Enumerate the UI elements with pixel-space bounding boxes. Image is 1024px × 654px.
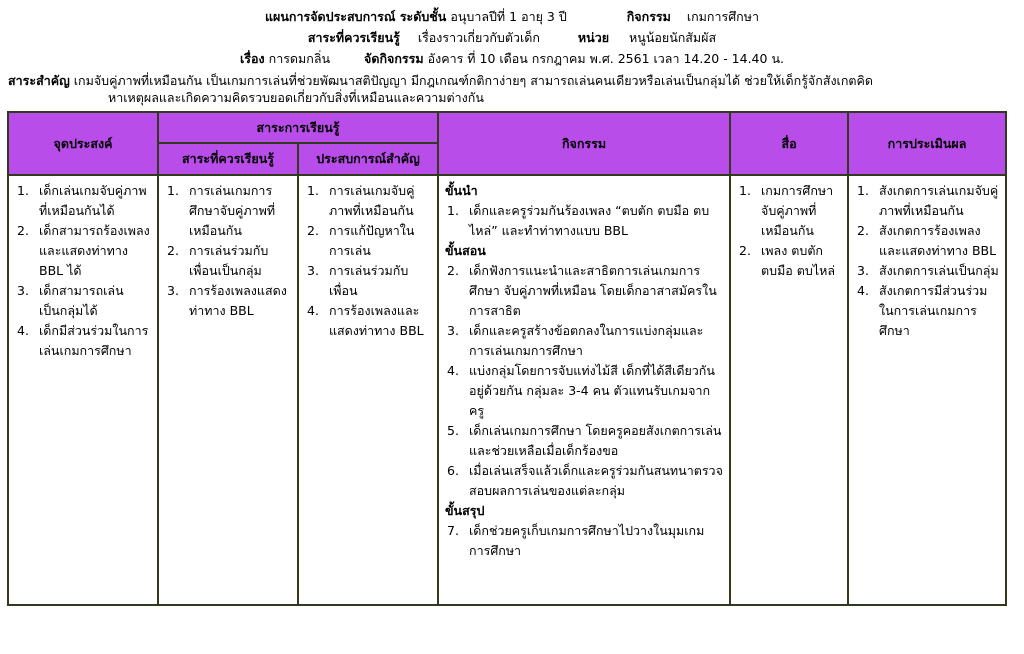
list-item: 1. การเล่นเกมการศึกษาจับคู่ภาพที่เหมือนกัน	[167, 183, 276, 238]
list-item: 2. การแก้ปัญหาในการเล่น	[307, 223, 415, 258]
list-item: 1. เด็กและครูร่วมกันร้องเพลง “ตบตัก ตบมือ ตบไหล่” และทำท่าทางแบบ BBL	[447, 203, 710, 238]
lesson-plan-table	[7, 111, 1007, 606]
essence-line-2: หาเหตุผลและเกิดความคิดรวบยอดเกี่ยวกับสิ่งที่เหมือนและความต่างกัน	[108, 90, 484, 105]
stage-intro: ขั้นนำ	[445, 183, 478, 198]
stage-main: ขั้นสอน	[445, 243, 486, 258]
col-learning: สาระการเรียนรู้	[158, 112, 438, 143]
list-item: 1. สังเกตการเล่นเกมจับคู่ภาพที่เหมือนกัน	[857, 183, 999, 218]
list-item: 1. เกมการศึกษาจับคู่ภาพที่เหมือนกัน	[739, 183, 834, 238]
experience-cell	[298, 175, 438, 605]
list-item: 3. การร้องเพลงแสดงท่าทาง BBL	[167, 283, 287, 318]
list-item: 7. เด็กช่วยครูเก็บเกมการศึกษาไปวางในมุมเกมการศึกษา	[447, 523, 705, 558]
list-item: 6. เมื่อเล่นเสร็จแล้วเด็กและครูร่วมกันสนทนาตรวจสอบผลการเล่นของแต่ละกลุ่ม	[447, 463, 723, 498]
stage-end: ขั้นสรุป	[445, 503, 485, 518]
topic-label: เรื่อง	[240, 51, 265, 66]
list-item: 1. เด็กเล่นเกมจับคู่ภาพที่เหมือนกันได้	[17, 183, 147, 218]
essence-block	[8, 72, 1013, 106]
header-line-1	[0, 8, 1024, 25]
list-item: 4. แบ่งกลุ่มโดยการจับแท่งไม้สี เด็กที่ได้สีเดียวกันอยู่ด้วยกัน กลุ่มละ 3-4 คน ตัวแทนรับเกมจากครู	[447, 363, 715, 418]
list-item: 4. การร้องเพลงและแสดงท่าทาง BBL	[307, 303, 424, 338]
activity-value: เกมการศึกษา	[686, 9, 759, 24]
plan-label: แผนการจัดประสบการณ์ ระดับชั้น	[264, 9, 447, 24]
essence-label: สาระสำคัญ	[8, 73, 70, 88]
header-line-2	[0, 29, 1024, 46]
unit-value: หนูน้อยนักสัมผัส	[629, 30, 717, 45]
col-content: สาระที่ควรเรียนรู้	[158, 143, 298, 175]
list-item: 2. เพลง ตบตัก ตบมือ ตบไหล่	[739, 243, 836, 278]
list-item: 3. เด็กและครูสร้างข้อตกลงในการแบ่งกลุ่มและการเล่นเกมการศึกษา	[447, 323, 704, 358]
list-item: 3. การเล่นร่วมกับเพื่อน	[307, 263, 409, 298]
media-cell	[730, 175, 848, 605]
col-objectives: จุดประสงค์	[8, 112, 158, 175]
essence-line-1: เกมจับคู่ภาพที่เหมือนกัน เป็นเกมการเล่นที่ช่วยพัฒนาสติปัญญา มีกฎเกณฑ์กติกาง่ายๆ สามารถเล่นคนเดียวหรือเล่นเป็นกลุ่มได้ ช่วยให้เด็กรู้จักสังเกตคิด	[73, 73, 873, 88]
col-media: สื่อ	[730, 112, 848, 175]
list-item: 3. เด็กสามารถเล่นเป็นกลุ่มได้	[17, 283, 124, 318]
list-item: 5. เด็กเล่นเกมการศึกษา โดยครูคอยสังเกตการเล่น และช่วยเหลือเมื่อเด็กร้องขอ	[447, 423, 722, 458]
col-experience: ประสบการณ์สำคัญ	[298, 143, 438, 175]
date-label: จัดกิจกรรม	[364, 51, 424, 66]
content-cell	[158, 175, 298, 605]
content-value: เรื่องราวเกี่ยวกับตัวเด็ก	[417, 30, 540, 45]
list-item: 4. สังเกตการมีส่วนร่วมในการเล่นเกมการศึกษา	[857, 283, 988, 338]
list-item: 2. การเล่นร่วมกับเพื่อนเป็นกลุ่ม	[167, 243, 269, 278]
objectives-cell	[8, 175, 158, 605]
header-line-3	[0, 50, 1024, 67]
list-item: 4. เด็กมีส่วนร่วมในการเล่นเกมการศึกษา	[17, 323, 149, 358]
level-value: อนุบาลปีที่ 1 อายุ 3 ปี	[450, 9, 567, 24]
list-item: 2. เด็กฟังการแนะนำและสาธิตการเล่นเกมการศึกษา จับคู่ภาพที่เหมือน โดยเด็กอาสาสมัครในการสาธิต	[447, 263, 717, 318]
unit-label: หน่วย	[577, 30, 610, 45]
list-item: 2. เด็กสามารถร้องเพลงและแสดงท่าทาง BBL ได้	[17, 223, 150, 278]
list-item: 3. สังเกตการเล่นเป็นกลุ่ม	[857, 263, 999, 278]
topic-value: การดมกลิ่น	[268, 51, 331, 66]
date-value: อังคาร ที่ 10 เดือน กรกฎาคม พ.ศ. 2561 เวลา 14.20 - 14.40 น.	[427, 51, 784, 66]
content-label: สาระที่ควรเรียนรู้	[307, 30, 400, 45]
activities-cell	[438, 175, 730, 605]
evaluation-cell	[848, 175, 1006, 605]
list-item: 1. การเล่นเกมจับคู่ภาพที่เหมือนกัน	[307, 183, 415, 218]
activity-label: กิจกรรม	[626, 9, 671, 24]
col-activities: กิจกรรม	[438, 112, 730, 175]
col-evaluation: การประเมินผล	[848, 112, 1006, 175]
list-item: 2. สังเกตการร้องเพลงและแสดงท่าทาง BBL	[857, 223, 997, 258]
